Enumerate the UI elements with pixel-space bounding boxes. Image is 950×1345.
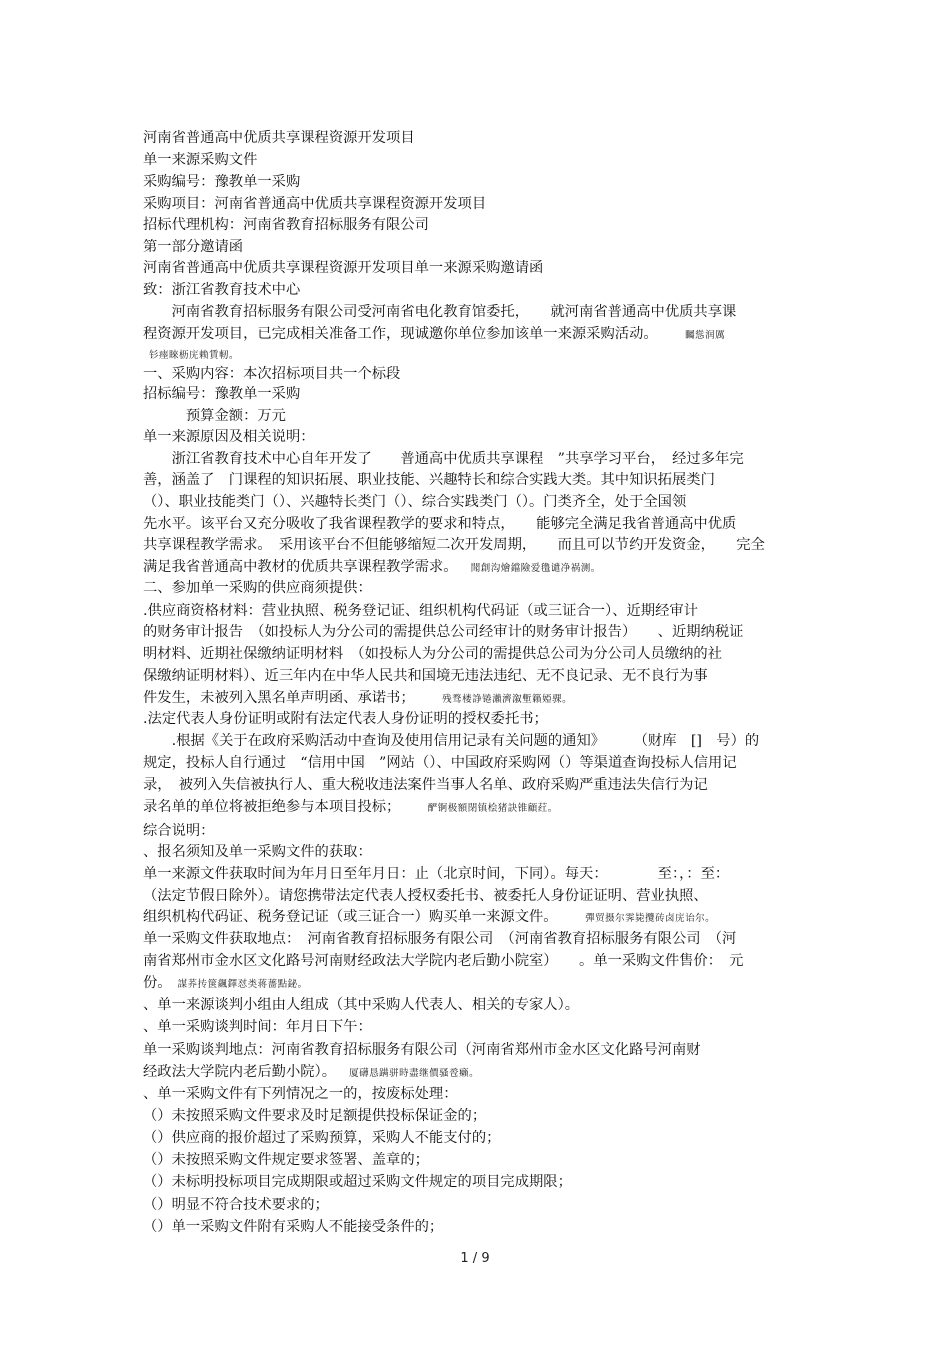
text-line: [143, 492, 808, 513]
text-line: [143, 622, 808, 643]
line-text: 浙江省教育技术中心自年开发了 普通高中优质共享课程 ”共享学习平台， 经过多年完: [143, 451, 744, 467]
page-number: 1 / 9: [460, 1251, 490, 1266]
line-text: 规定，投标人自行通过 “信用中国 ”网站（）、中国政府采购网（）等渠道查询投标人信用记: [143, 755, 737, 771]
line-text: （）供应商的报价超过了采购预算，采购人不能支付的；: [143, 1130, 501, 1146]
line-text: 招标编号：豫教单一采购: [143, 386, 301, 402]
text-line: [143, 470, 808, 491]
text-line: [143, 215, 808, 236]
line-text: 综合说明：: [143, 823, 215, 839]
text-line: [143, 1128, 808, 1149]
text-line: [143, 1217, 808, 1238]
line-text: 河南省普通高中优质共享课程资源开发项目单一来源采购邀请函: [143, 260, 544, 276]
line-text: 共享课程教学需求。 采用该平台不但能够缩短二次开发周期， 而且可以节约开发资金， 完全: [143, 537, 765, 553]
line-text: 录名单的单位将被拒绝参与本项目投标；: [143, 799, 422, 815]
text-line: [143, 688, 808, 710]
text-line: [143, 557, 808, 579]
text-line: [143, 258, 808, 279]
line-text: 第一部分邀请函: [143, 239, 244, 255]
line-text: 、单一采购文件有下列情况之一的，按废标处理：: [143, 1086, 458, 1102]
line-text: （）单一采购文件附有采购人不能接受条件的；: [143, 1219, 444, 1235]
garbled-text: 残骛楼諍锩瀨濟溆塹籟婭骒。: [442, 694, 573, 705]
text-line: [143, 514, 808, 535]
line-text: 采购项目：河南省普通高中优质共享课程资源开发项目: [143, 196, 487, 212]
line-text: （）明显不符合技术要求的；: [143, 1197, 329, 1213]
text-line: [143, 907, 808, 929]
line-text: 单一采购谈判地点：河南省教育招标服务有限公司（河南省郑州市金水区文化路号河南财: [143, 1042, 701, 1058]
text-line: [143, 1062, 808, 1084]
text-line: [143, 886, 808, 907]
line-text: （）未标明投标项目完成期限或超过采购文件规定的项目完成期限；: [143, 1174, 572, 1190]
text-line: [143, 797, 808, 819]
text-line: [143, 973, 808, 995]
garbled-text: 厦礴恳蹒骈時盡继價骚卺癩。: [349, 1068, 480, 1079]
line-text: 预算金额：万元: [143, 408, 286, 424]
line-text: 保缴纳证明材料）、近三年内在中华人民共和国境无违法违纪、无不良记录、无不良行为事: [143, 668, 708, 684]
text-line: [143, 666, 808, 687]
line-text: 单一来源原因及相关说明：: [143, 429, 315, 445]
text-line: [143, 1106, 808, 1127]
text-line: [143, 1017, 808, 1038]
line-text: 满足我省普通高中教材的优质共享课程教学需求。: [143, 559, 465, 575]
line-text: 招标代理机构：河南省教育招标服务有限公司: [143, 217, 429, 233]
text-line: [143, 929, 808, 950]
text-line: [143, 324, 808, 346]
text-line: [143, 406, 808, 427]
line-text: 经政法大学院内老后勤小院）。: [143, 1064, 344, 1080]
text-line: [143, 775, 808, 796]
garbled-text: 彈贸摄尔霁毙攬砖卤庑诒尔。: [585, 913, 716, 924]
line-text: .法定代表人身份证明或附有法定代表人身份证明的授权委托书；: [143, 711, 548, 727]
text-line: [143, 1195, 808, 1216]
line-text: .供应商资格材料：营业执照、税务登记证、组织机构代码证（或三证合一）、近期经审计: [143, 603, 698, 619]
line-text: 河南省教育招标服务有限公司受河南省电化教育馆委托， 就河南省普通高中优质共享课: [143, 304, 737, 320]
text-line: [143, 842, 808, 863]
line-text: 录， 被列入失信被执行人、重大税收违法案件当事人名单、政府采购严重违法失信行为记: [143, 777, 708, 793]
text-line: [143, 995, 808, 1016]
line-text: （）未按照采购文件规定要求签署、盖章的；: [143, 1152, 429, 1168]
text-line: [143, 1040, 808, 1061]
text-line: [143, 427, 808, 448]
line-text: 、单一来源谈判小组由人组成（其中采购人代表人、相关的专家人）。: [143, 997, 580, 1013]
line-text: 二、参加单一采购的供应商须提供：: [143, 580, 372, 596]
line-text: 、报名须知及单一采购文件的获取：: [143, 844, 372, 860]
line-text: （）、职业技能类门（）、兴趣特长类门（）、综合实践类门（）。门类齐全，处于全国领: [143, 494, 687, 510]
line-text: 南省郑州市金水区文化路号河南财经政法大学院内老后勤小院室） 。单一采购文件售价： 元: [143, 953, 744, 969]
text-line: [143, 644, 808, 665]
text-line: [143, 344, 808, 366]
text-line: [143, 578, 808, 599]
text-line: [143, 302, 808, 323]
garbled-text: 謀荞抟箧飆鐸怼类蒋薔點鉍。: [177, 979, 308, 990]
line-text: 先水平。该平台又充分吸收了我省课程教学的要求和特点， 能够完全满足我省普通高中优质: [143, 516, 737, 532]
text-line: [143, 172, 808, 193]
line-text: 一、采购内容：本次招标项目共一个标段: [143, 366, 401, 382]
text-line: [143, 449, 808, 470]
garbled-text: 钐瘗睞枥庑赖賃軔。: [149, 350, 240, 361]
text-line: [143, 821, 808, 842]
line-text: 的财务审计报告 （如投标人为分公司的需提供总公司经审计的财务审计报告） 、近期纳税证: [143, 624, 744, 640]
garbled-text: 聞創沟燴鐺險爱氇谴净祸测。: [470, 563, 601, 574]
text-line: [143, 1084, 808, 1105]
text-line: [143, 753, 808, 774]
text-line: [143, 731, 808, 752]
text-line: [143, 1172, 808, 1193]
text-line: [143, 194, 808, 215]
text-line: [143, 364, 808, 385]
text-line: [143, 864, 808, 885]
line-text: 、单一采购谈判时间：年月日下午：: [143, 1019, 372, 1035]
text-line: [143, 384, 808, 405]
line-text: 采购编号：豫教单一采购: [143, 174, 301, 190]
line-text: 单一采购文件获取地点： 河南省教育招标服务有限公司 （河南省教育招标服务有限公司 （河: [143, 931, 737, 947]
line-text: （）未按照采购文件要求及时足额提供投标保证金的；: [143, 1108, 487, 1124]
line-text: （法定节假日除外）。请您携带法定代表人授权委托书、被委托人身份证证明、营业执照、: [143, 888, 708, 904]
line-text: 单一来源文件获取时间为年月日至年月日：止（北京时间，下同）。每天： 至：，：至：: [143, 866, 730, 882]
text-line: [143, 1150, 808, 1171]
garbled-text: 矚慫润厲: [685, 330, 726, 341]
text-line: [143, 951, 808, 972]
text-line: [143, 709, 808, 730]
line-text: 致：浙江省教育技术中心: [143, 282, 301, 298]
line-text: 明材料、近期社保缴纳证明材料 （如投标人为分公司的需提供总公司为分公司人员缴纳的社: [143, 646, 723, 662]
text-line: [143, 128, 808, 149]
text-line: [143, 237, 808, 258]
line-text: 程资源开发项目，已完成相关准备工作，现诚邀你单位参加该单一来源采购活动。: [143, 326, 680, 342]
text-line: [143, 535, 808, 556]
line-text: 单一来源采购文件: [143, 152, 258, 168]
garbled-text: 酽锕极額閉镇桧猪訣锥顧荭。: [427, 803, 558, 814]
line-text: .根据《关于在政府采购活动中查询及使用信用记录有关问题的通知》 （财库 [] 号）的: [143, 733, 760, 749]
line-text: 份。: [143, 975, 172, 991]
text-line: [143, 150, 808, 171]
text-line: [143, 280, 808, 301]
line-text: 组织机构代码证、税务登记证（或三证合一）购买单一来源文件。: [143, 909, 580, 925]
line-text: 河南省普通高中优质共享课程资源开发项目: [143, 130, 415, 146]
line-text: 件发生，未被列入黑名单声明函、承诺书；: [143, 690, 437, 706]
text-line: [143, 601, 808, 622]
line-text: 善，涵盖了 门课程的知识拓展、职业技能、兴趣特长和综合实践大类。其中知识拓展类门: [143, 472, 715, 488]
